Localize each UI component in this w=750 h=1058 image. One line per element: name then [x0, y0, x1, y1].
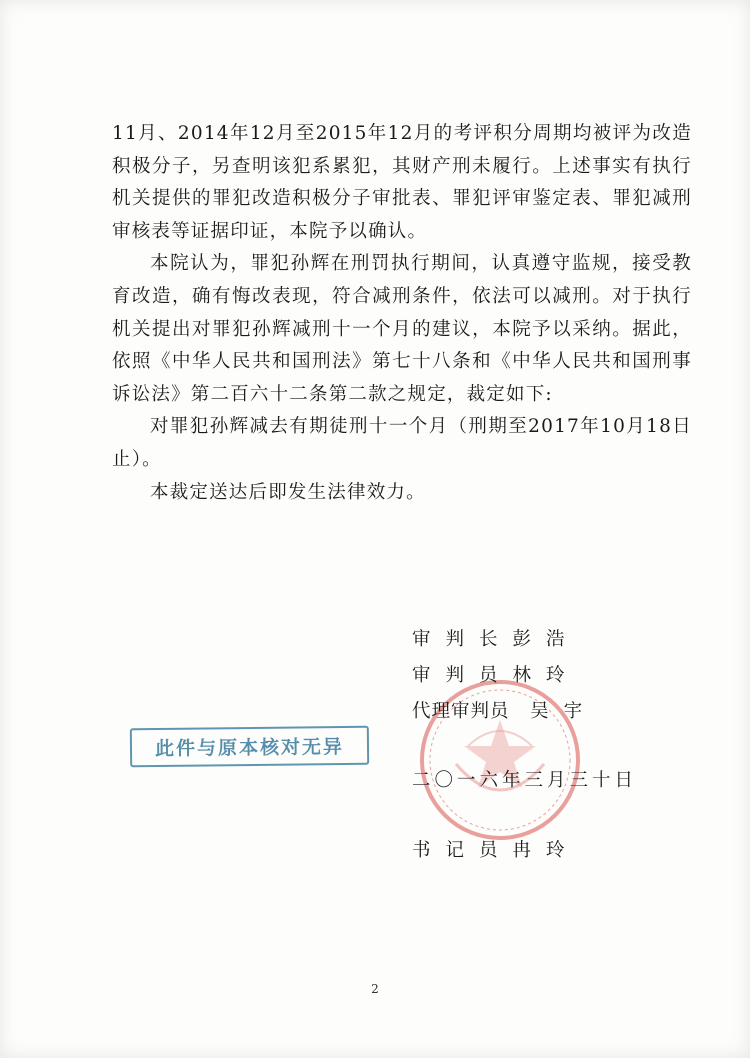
page-number: 2	[371, 982, 379, 996]
signature-acting-judge	[412, 697, 597, 723]
acting-judge-name: 吴宇	[530, 701, 598, 722]
paragraph-effect: 本裁定送达后即发生法律效力。	[150, 481, 426, 503]
certification-stamp: 此件与原本核对无异	[130, 726, 369, 768]
paragraph-ruling: 对罪犯孙辉减去有期徒刑十一个月（刑期至2017年10月18日止）。	[112, 416, 692, 470]
signature-clerk	[412, 836, 580, 862]
signature-presiding-judge	[412, 625, 580, 651]
presiding-judge-name: 彭浩	[512, 629, 580, 650]
paragraph-court-opinion: 本院认为，罪犯孙辉在刑罚执行期间，认真遵守监规，接受教育改造，确有悔改表现，符合减刑条件，依法可以减刑。对于执行机关提出对罪犯孙辉减刑十一个月的建议，本院予以采纳。据此，依照《中华人民共和国刑法》第七十八条和《中华人民共和国刑事诉讼法》第二百六十二条第二款之规定，裁定如下:	[112, 253, 692, 405]
presiding-judge-label: 审判长	[412, 629, 513, 650]
signature-judge	[412, 661, 580, 687]
signature-date: 二〇一六年三月三十日	[412, 770, 638, 791]
judge-name: 林玲	[512, 665, 580, 686]
judge-label: 审判员	[412, 665, 513, 686]
acting-judge-label: 代理审判员	[412, 701, 510, 722]
document-body	[112, 118, 692, 509]
clerk-name: 冉玲	[512, 840, 580, 861]
paragraph-findings: 11月、2014年12月至2015年12月的考评积分周期均被评为改造积极分子，另查明该犯系累犯，其财产刑未履行。上述事实有执行机关提供的罪犯改造积极分子审批表、罪犯评审鉴定表、罪犯减刑审核表等证据印证，本院予以确认。	[112, 123, 692, 242]
clerk-label: 书记员	[412, 840, 513, 861]
